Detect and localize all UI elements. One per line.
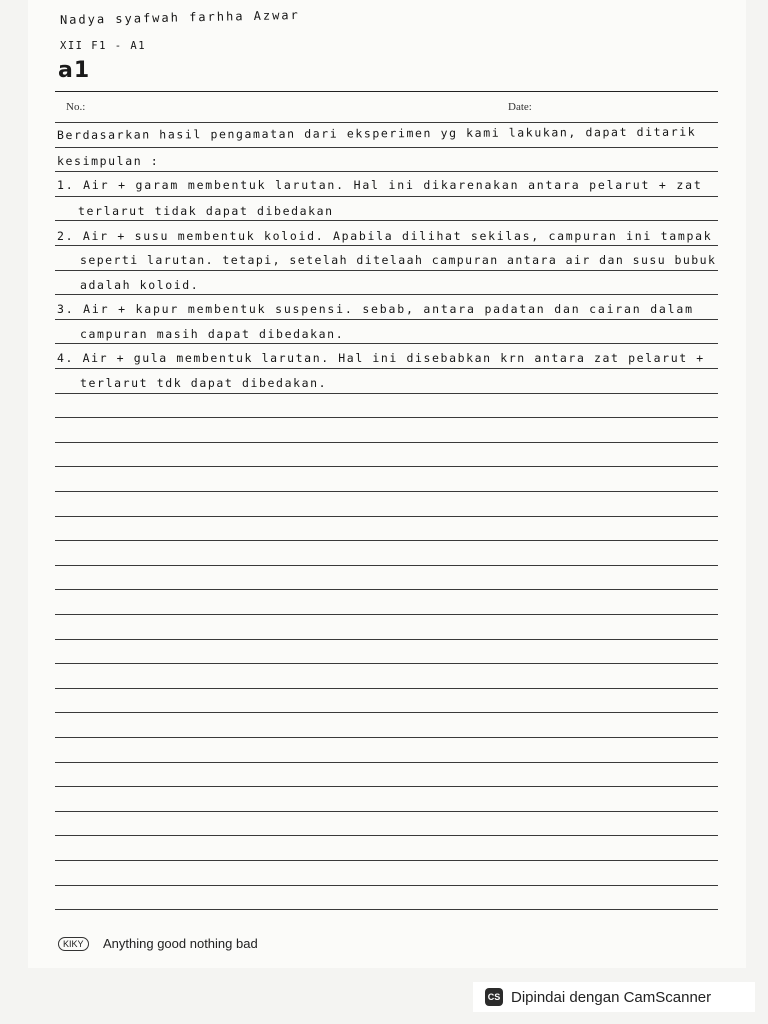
ruled-line <box>55 540 718 541</box>
text-line: 4. Air + gula membentuk larutan. Hal ini disebabkan krn antara zat pelarut + <box>57 351 705 365</box>
ruled-line <box>55 639 718 640</box>
ruled-line <box>55 835 718 836</box>
ruled-line <box>55 688 718 689</box>
ruled-line <box>55 589 718 590</box>
ruled-line <box>55 245 718 246</box>
camscanner-logo-icon: CS <box>485 988 503 1006</box>
ruled-line <box>55 294 718 295</box>
ruled-line <box>55 712 718 713</box>
ruled-line <box>55 786 718 787</box>
ruled-line <box>55 270 718 271</box>
text-line: 3. Air + kapur membentuk suspensi. sebab, antara padatan dan cairan dalam <box>57 302 694 316</box>
ruled-line <box>55 122 718 123</box>
ruled-line <box>55 466 718 467</box>
text-line: terlarut tidak dapat dibedakan <box>78 204 334 218</box>
text-line: seperti larutan. tetapi, setelah ditelaah campuran antara air dan susu bubuk <box>80 253 717 267</box>
notebook-page <box>28 0 746 968</box>
ruled-line <box>55 909 718 910</box>
camscanner-label: Dipindai dengan CamScanner <box>511 988 712 1006</box>
ruled-line <box>55 491 718 492</box>
ruled-line <box>55 442 718 443</box>
brand-slogan: Anything good nothing bad <box>103 936 258 951</box>
ruled-line <box>55 171 718 172</box>
ruled-line <box>55 343 718 344</box>
ruled-line <box>55 368 718 369</box>
text-line: campuran masih dapat dibedakan. <box>80 327 345 341</box>
text-line: kesimpulan : <box>57 154 160 168</box>
ruled-line <box>55 811 718 812</box>
ruled-line <box>55 417 718 418</box>
text-line: Berdasarkan hasil pengamatan dari eksperimen yg kami lakukan, dapat ditarik <box>56 124 697 142</box>
date-label: Date: <box>508 101 532 113</box>
brand-logo: KIKY <box>58 937 89 951</box>
assignment-code: a1 <box>58 58 91 83</box>
ruled-line <box>55 147 718 148</box>
no-label: No.: <box>66 101 86 113</box>
ruled-line <box>55 860 718 861</box>
ruled-line <box>55 885 718 886</box>
ruled-line <box>55 319 718 320</box>
student-class: XII F1 - A1 <box>60 40 147 52</box>
ruled-line <box>55 516 718 517</box>
text-line: 2. Air + susu membentuk koloid. Apabila dilihat sekilas, campuran ini tampak <box>57 229 713 243</box>
ruled-line <box>55 762 718 763</box>
camscanner-watermark <box>473 982 755 1012</box>
text-line: adalah koloid. <box>80 278 200 292</box>
text-line: terlarut tdk dapat dibedakan. <box>80 376 328 390</box>
ruled-line <box>55 737 718 738</box>
text-line: 1. Air + garam membentuk larutan. Hal ini dikarenakan antara pelarut + zat <box>57 178 703 192</box>
ruled-line <box>55 196 718 197</box>
ruled-line <box>55 220 718 221</box>
ruled-line <box>55 614 718 615</box>
student-name: Nadya syafwah farhha Azwar <box>59 7 300 27</box>
header-rule <box>55 91 718 92</box>
ruled-line <box>55 565 718 566</box>
ruled-line <box>55 663 718 664</box>
ruled-line <box>55 393 718 394</box>
